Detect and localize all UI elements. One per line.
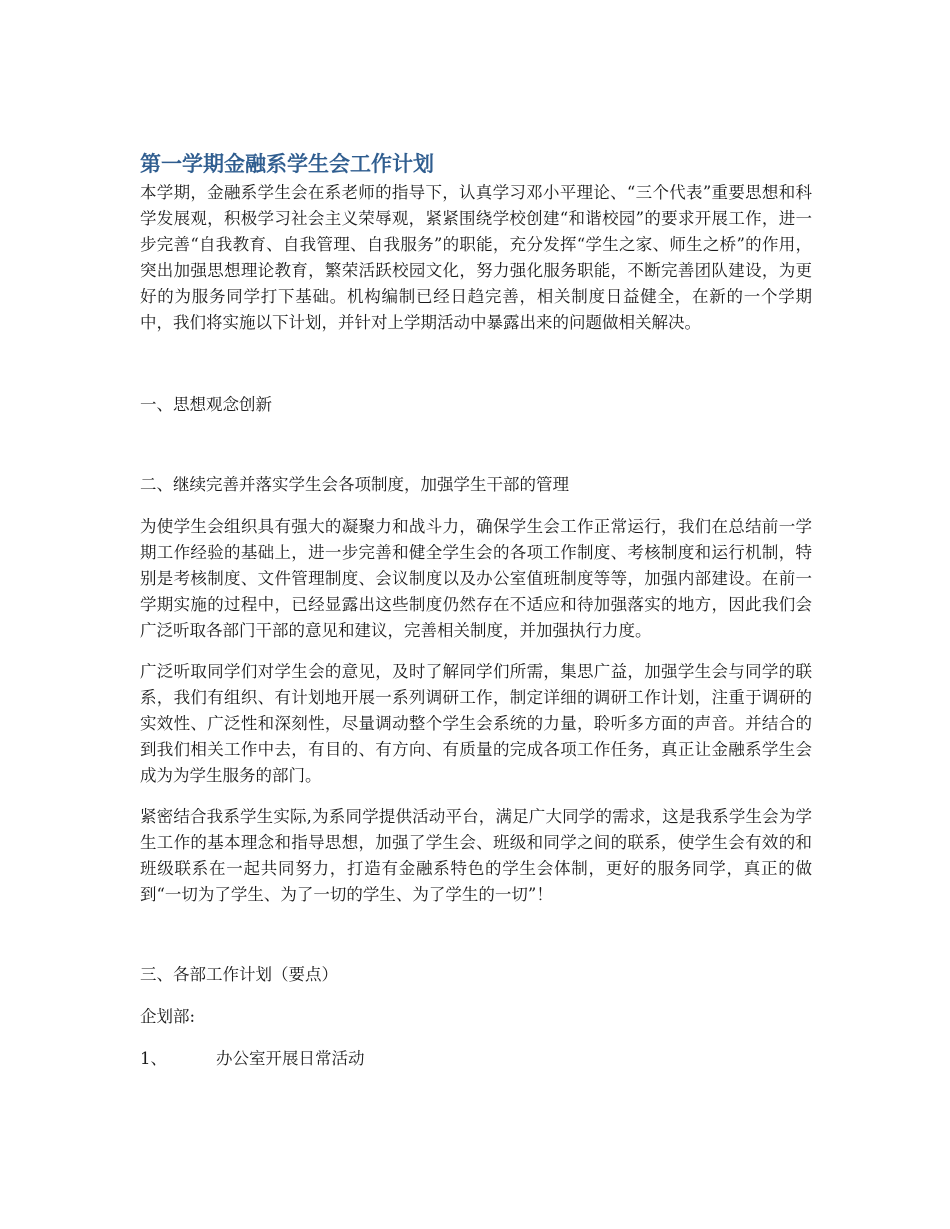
document-page [140, 148, 812, 1072]
section-heading-3: 三、各部工作计划（要点） [140, 965, 338, 984]
list-item-text: 办公室开展日常活动 [216, 1049, 365, 1068]
section-heading-2: 二、继续完善并落实学生会各项制度，加强学生干部的管理 [140, 475, 569, 494]
document-title: 第一学期金融系学生会工作计划 [140, 152, 434, 176]
section-heading-1: 一、思想观念创新 [140, 395, 272, 414]
department-label: 企划部: [140, 1007, 196, 1026]
list-item [140, 1046, 812, 1072]
list-item-number: 1、 [140, 1049, 167, 1068]
section2-paragraph-2: 广泛听取同学们对学生会的意见，及时了解同学们所需，集思广益，加强学生会与同学的联系，我们有组织、有计划地开展一系列调研工作，制定详细的调研工作计划，注重于调研的实效性、广泛性和深刻性，尽量调动整个学生会系统的力量，聆听多方面的声音。并结合的到我们相关工作中去，有目的、有方向、有质量的完成各项工作任务，真正让金融系学生会成为为学生服务的部门。 [140, 662, 812, 785]
section2-paragraph-3: 紧密结合我系学生实际,为系同学提供活动平台，满足广大同学的需求，这是我系学生会为学生工作的基本理念和指导思想，加强了学生会、班级和同学之间的联系，使学生会有效的和班级联系在一起共同努力，打造有金融系特色的学生会体制，更好的服务同学，真正的做到“一切为了学生、为了一切的学生、为了学生的一切”！ [140, 807, 812, 904]
intro-paragraph: 本学期，金融系学生会在系老师的指导下，认真学习邓小平理论、“三个代表”重要思想和科学发展观，积极学习社会主义荣辱观，紧紧围绕学校创建“和谐校园”的要求开展工作，进一步完善“自我教育、自我管理、自我服务”的职能，充分发挥“学生之家、师生之桥”的作用，突出加强思想理论教育，繁荣活跃校园文化，努力强化服务职能，不断完善团队建设，为更好的为服务同学打下基础。机构编制已经日趋完善，相关制度日益健全，在新的一个学期中，我们将实施以下计划，并针对上学期活动中暴露出来的问题做相关解决。 [140, 183, 812, 332]
section2-paragraph-1: 为使学生会组织具有强大的凝聚力和战斗力，确保学生会工作正常运行，我们在总结前一学期工作经验的基础上，进一步完善和健全学生会的各项工作制度、考核制度和运行机制，特别是考核制度、文件管理制度、会议制度以及办公室值班制度等等，加强内部建设。在前一学期实施的过程中，已经显露出这些制度仍然存在不适应和待加强落实的地方，因此我们会广泛听取各部门干部的意见和建议，完善相关制度，并加强执行力度。 [140, 517, 812, 640]
